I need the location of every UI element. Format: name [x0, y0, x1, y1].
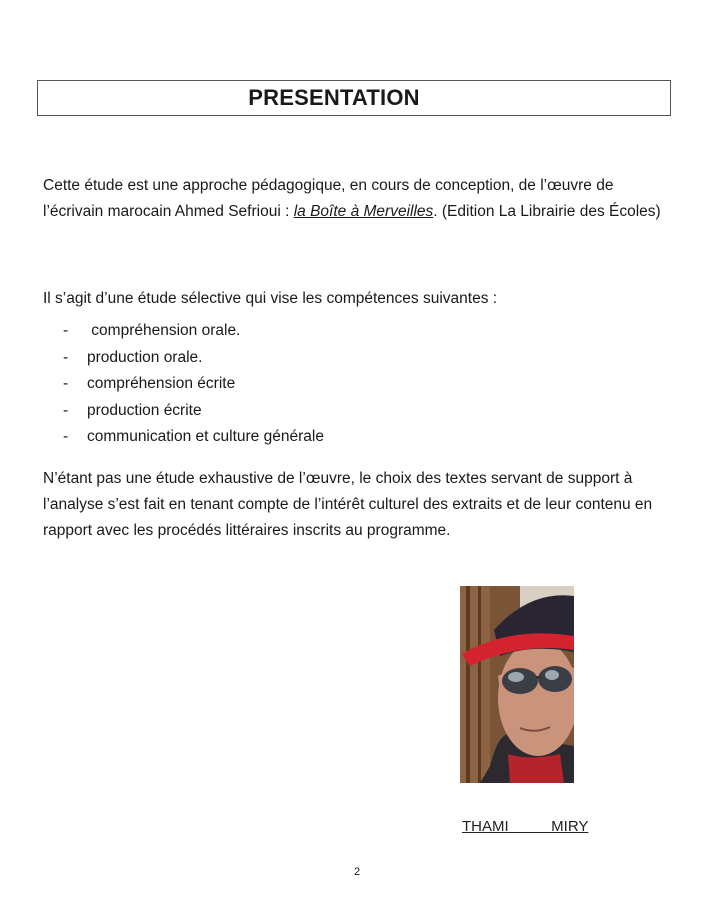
- author-signature: THAMI MIRY: [462, 818, 589, 835]
- page-title: PRESENTATION: [248, 85, 420, 110]
- bullet-dash: -: [63, 375, 69, 392]
- page-number: 2: [353, 866, 361, 878]
- list-item: [43, 318, 324, 345]
- author-photo: [460, 586, 574, 783]
- intro-text-after: . (Edition La Librairie des Écoles): [433, 203, 661, 220]
- competences-intro: Il s’agit d’une étude sélective qui vise les compétences suivantes :: [43, 290, 498, 307]
- competence-text: communication et culture générale: [87, 428, 324, 445]
- title-box: [37, 80, 671, 116]
- author-portrait-illustration: [460, 586, 574, 783]
- list-item: [43, 371, 324, 398]
- list-item: [43, 424, 324, 451]
- list-item: [43, 398, 324, 425]
- bullet-dash: -: [63, 322, 69, 339]
- intro-paragraph: [43, 173, 673, 225]
- bullet-dash: -: [63, 348, 69, 366]
- competence-text: compréhension orale.: [87, 322, 241, 339]
- competence-text: production écrite: [87, 401, 202, 419]
- intro-text-before: Cette étude est une approche pédagogique, en cours de conception, de l’œuvre de l’écrivain marocain Ahmed Sefrioui :: [43, 177, 614, 220]
- bullet-dash: -: [63, 428, 69, 445]
- bullet-dash: -: [63, 401, 69, 419]
- list-item: [43, 345, 324, 372]
- conclusion-paragraph: N’étant pas une étude exhaustive de l’œuvre, le choix des textes servant de support à l’analyse s’est fait en tenant compte de l’intérêt culturel des extraits et de leur contenu en rapport avec les procédés littéraires inscrits au programme.: [43, 470, 653, 539]
- competences-list: [43, 318, 324, 451]
- competence-text: production orale.: [87, 348, 203, 366]
- work-title: la Boîte à Merveilles: [293, 203, 434, 220]
- competence-text: compréhension écrite: [87, 375, 236, 392]
